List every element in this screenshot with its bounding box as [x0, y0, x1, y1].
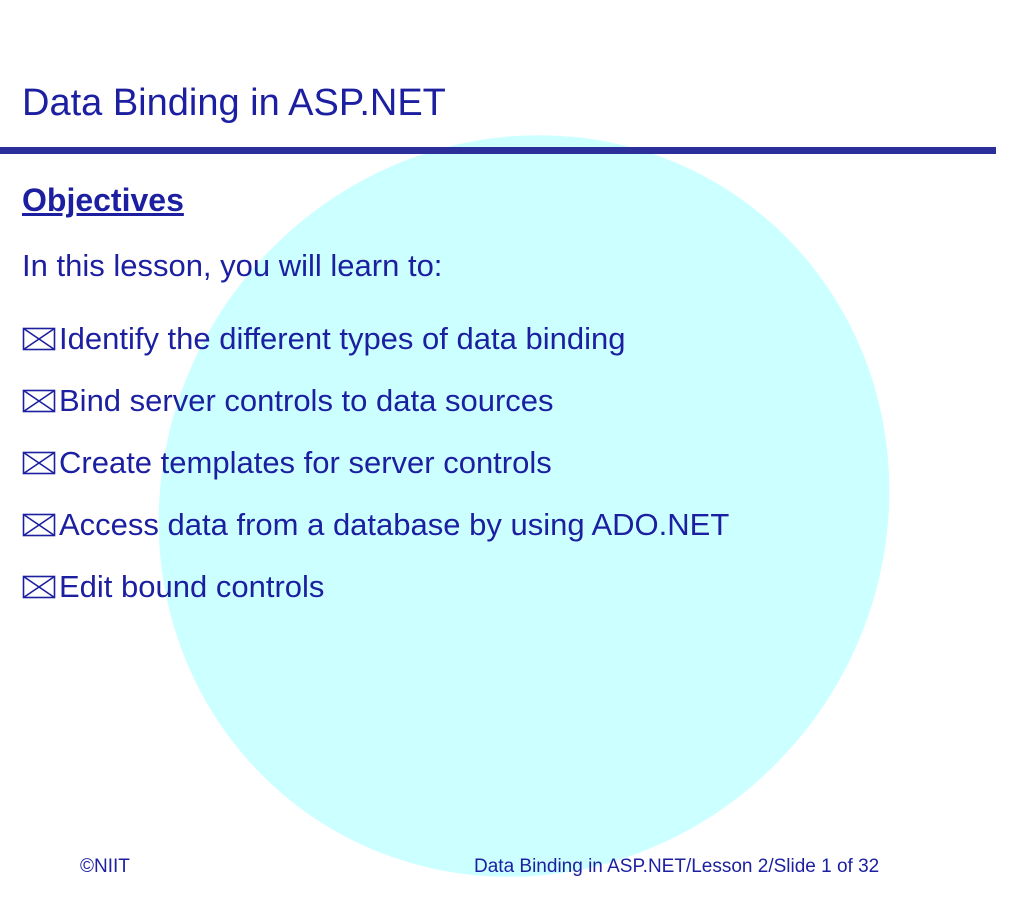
objective-item	[22, 432, 729, 494]
objective-item	[22, 370, 729, 432]
objective-text: Access data from a database by using ADO.NET	[59, 507, 730, 542]
objective-item	[22, 308, 729, 370]
objective-item	[22, 494, 729, 556]
envelope-icon	[22, 513, 56, 537]
footer-copyright: ©NIIT	[80, 856, 130, 877]
envelope-icon	[22, 327, 56, 351]
objective-item	[22, 556, 729, 618]
intro-text: In this lesson, you will learn to:	[22, 248, 443, 283]
objective-text: Create templates for server controls	[59, 445, 552, 480]
objective-text: Edit bound controls	[59, 569, 325, 604]
objectives-list	[22, 308, 729, 618]
footer-slide-info: Data Binding in ASP.NET/Lesson 2/Slide 1 of 32	[474, 856, 880, 877]
title-divider	[0, 147, 996, 154]
envelope-icon	[22, 575, 56, 599]
envelope-icon	[22, 451, 56, 475]
envelope-icon	[22, 389, 56, 413]
objectives-heading: Objectives	[22, 182, 184, 218]
slide-title: Data Binding in ASP.NET	[22, 82, 446, 124]
objective-text: Bind server controls to data sources	[59, 383, 554, 418]
objective-text: Identify the different types of data binding	[59, 321, 626, 356]
